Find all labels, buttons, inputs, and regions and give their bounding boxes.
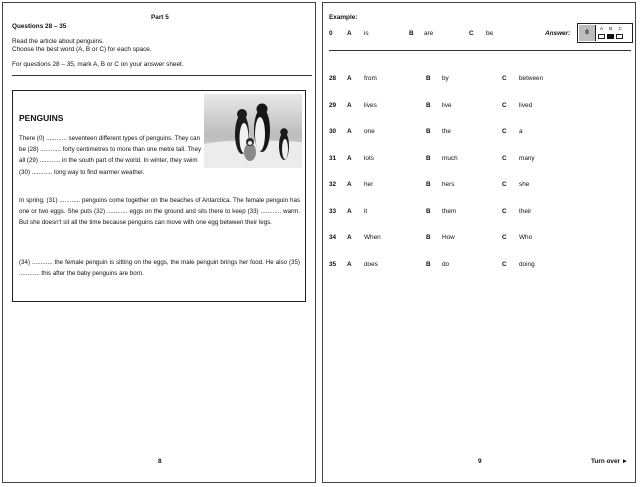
letter-c: C — [502, 154, 507, 162]
option-a: does — [364, 260, 378, 268]
option-b: How — [442, 234, 455, 241]
example-letter-b: B — [409, 30, 414, 37]
answer-cell-c — [616, 34, 623, 39]
option-b: by — [442, 75, 449, 82]
letter-c: C — [502, 207, 507, 215]
penguin-photo — [204, 94, 302, 168]
question-number: 33 — [329, 207, 337, 215]
paragraph-3-text: (34) ............ the female penguin is sitting on the eggs, the male penguin brings her food. He also (35) ............ this after the baby penguins are born. — [19, 259, 300, 278]
paragraph-1 — [19, 133, 202, 178]
option-b: hers — [442, 181, 455, 188]
divider — [329, 50, 631, 51]
letter-b: B — [426, 128, 431, 135]
paragraph-2-text: In spring, (31) ............ penguins come together on the beaches of Antarctica. The female penguin has one or two eggs. She puts (32) ............ eggs on the ground and sits there to keep (33) ............ warm. But she doesn't sit all the time because penguins can move with one egg between their legs. — [19, 197, 300, 227]
divider — [12, 75, 312, 76]
option-c: their — [519, 207, 532, 215]
left-page — [2, 2, 316, 483]
option-a: lives — [364, 101, 377, 109]
letter-c: C — [502, 260, 507, 268]
letter-c: C — [502, 128, 507, 135]
option-c: a — [519, 128, 523, 135]
option-c: between — [519, 75, 544, 82]
answer-cell-b-filled — [607, 34, 614, 39]
answer-letter-a: A — [600, 26, 603, 31]
letter-a: A — [347, 128, 352, 135]
answer-box-number: 0 — [579, 25, 596, 41]
option-a: from — [364, 75, 377, 82]
article-box — [12, 90, 306, 302]
instruction-line-1: Read the article about penguins. — [12, 38, 105, 45]
turn-over: Turn over ► — [591, 458, 629, 465]
page-number-left: 8 — [158, 458, 162, 465]
question-number: 35 — [329, 260, 337, 268]
option-a: one — [364, 128, 375, 135]
answer-example-box — [577, 23, 633, 43]
letter-b: B — [426, 260, 431, 268]
option-b: live — [442, 101, 452, 109]
example-option-b: are — [424, 30, 434, 37]
example-number: 0 — [329, 30, 333, 37]
letter-a: A — [347, 181, 352, 188]
question-number: 28 — [329, 75, 337, 82]
answer-label: Answer: — [545, 30, 571, 37]
option-b: the — [442, 128, 451, 135]
question-number: 34 — [329, 234, 337, 241]
option-b: them — [442, 207, 457, 215]
letter-b: B — [426, 207, 431, 215]
option-a: lots — [364, 154, 374, 162]
paragraph-2 — [19, 195, 300, 229]
letter-a: A — [347, 101, 352, 109]
answer-letter-c: C — [618, 26, 622, 31]
answer-box-letters — [600, 26, 622, 31]
question-number: 29 — [329, 101, 337, 109]
letter-b: B — [426, 234, 431, 241]
instruction-line-2: Choose the best word (A, B or C) for each space. — [12, 46, 152, 53]
example-letter-c: C — [469, 30, 474, 37]
question-number: 30 — [329, 128, 337, 135]
mark-note: For questions 28 – 35, mark A, B or C on your answer sheet. — [12, 61, 184, 68]
letter-b: B — [426, 101, 431, 109]
question-number: 31 — [329, 154, 337, 162]
part-title: Part 5 — [151, 14, 169, 21]
option-c: she — [519, 181, 530, 188]
example-option-c: be — [486, 30, 494, 37]
letter-a: A — [347, 154, 352, 162]
questions-heading: Questions 28 – 35 — [12, 23, 67, 30]
letter-a: A — [347, 75, 352, 82]
option-a: When — [364, 234, 381, 241]
letter-b: B — [426, 75, 431, 82]
option-a: it — [364, 207, 368, 215]
option-c: many — [519, 154, 535, 162]
example-label: Example: — [329, 14, 358, 21]
right-page — [322, 2, 636, 483]
option-c: doing — [519, 260, 535, 268]
letter-c: C — [502, 75, 507, 82]
option-b: do — [442, 260, 450, 268]
letter-a: A — [347, 207, 352, 215]
option-c: Who — [519, 234, 533, 241]
letter-b: B — [426, 181, 431, 188]
letter-b: B — [426, 154, 431, 162]
letter-c: C — [502, 234, 507, 241]
page-number-right: 9 — [478, 458, 482, 465]
example-letter-a: A — [347, 30, 352, 37]
paragraph-1-text: There (0) ............ seventeen different types of penguins. They can be (28) ............ forty centimetres to more than one metre tall. They all (29) ............ in the south part of the world. In winter, they swim (30) ............ long way to find warmer weather. — [19, 135, 202, 176]
answer-letter-b: B — [609, 26, 613, 31]
option-b: much — [442, 154, 458, 162]
paragraph-3 — [19, 257, 300, 279]
letter-a: A — [347, 260, 352, 268]
letter-c: C — [502, 181, 507, 188]
letter-a: A — [347, 234, 352, 241]
answer-cell-a — [598, 34, 605, 39]
article-title: PENGUINS — [19, 113, 64, 123]
example-option-a: is — [364, 30, 369, 37]
letter-c: C — [502, 101, 507, 109]
question-number: 32 — [329, 181, 337, 188]
option-c: lived — [519, 101, 533, 109]
option-a: her — [364, 181, 374, 188]
